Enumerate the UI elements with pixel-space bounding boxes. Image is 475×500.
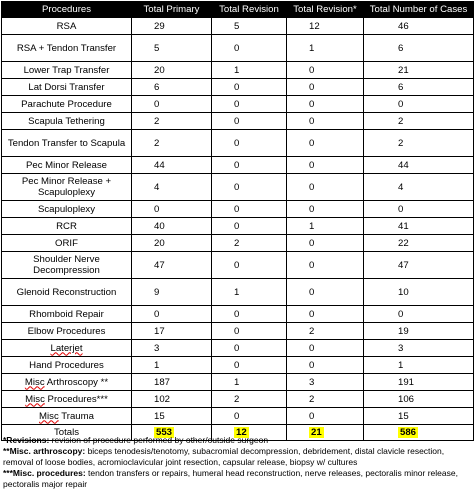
table-row <box>2 279 474 306</box>
total-cases-cell: 6 <box>364 79 474 96</box>
total-revision-star-cell: 0 <box>287 357 364 374</box>
footnote-revisions: *Revisions: revision of procedure performed by other/outside surgeon <box>3 435 269 445</box>
procedure-name: Elbow Procedures <box>2 323 132 340</box>
table-row <box>2 113 474 130</box>
procedure-name: Lat Dorsi Transfer <box>2 79 132 96</box>
total-revision-star-cell: 0 <box>287 408 364 425</box>
total-revision-cell: 0 <box>212 408 287 425</box>
total-revision-star-cell: 0 <box>287 79 364 96</box>
footnotes <box>3 435 471 490</box>
table-row <box>2 130 474 157</box>
total-cases-cell: 3 <box>364 340 474 357</box>
total-cases-cell: 191 <box>364 374 474 391</box>
total-revision-star-cell: 0 <box>287 279 364 306</box>
total-primary-cell: 6 <box>132 79 212 96</box>
total-revision-star-cell: 0 <box>287 252 364 279</box>
procedures-table <box>1 1 474 441</box>
total-cases-cell: 2 <box>364 113 474 130</box>
procedure-name: RSA <box>2 18 132 35</box>
total-revision-cell: 0 <box>212 340 287 357</box>
procedure-name: Parachute Procedure <box>2 96 132 113</box>
total-primary-cell: 20 <box>132 62 212 79</box>
total-cases-cell: 4 <box>364 174 474 201</box>
total-cases-cell: 0 <box>364 96 474 113</box>
table-row <box>2 306 474 323</box>
table-row <box>2 408 474 425</box>
procedure-name: Tendon Transfer to Scapula <box>2 130 132 157</box>
procedure-name: Hand Procedures <box>2 357 132 374</box>
total-primary-cell: 5 <box>132 35 212 62</box>
total-revision-star-cell: 0 <box>287 340 364 357</box>
total-cases-cell: 15 <box>364 408 474 425</box>
total-primary-cell: 2 <box>132 130 212 157</box>
total-primary-cell: 0 <box>132 306 212 323</box>
header-procedures: Procedures <box>2 2 132 18</box>
table-row <box>2 340 474 357</box>
procedure-name: Pec Minor Release <box>2 157 132 174</box>
total-primary-cell: 9 <box>132 279 212 306</box>
table-row <box>2 201 474 218</box>
total-revision-star-cell: 0 <box>287 201 364 218</box>
header-total-revision: Total Revision <box>212 2 287 18</box>
total-revision-cell: 0 <box>212 113 287 130</box>
totals-revision-star: 21 <box>311 427 322 438</box>
procedure-name: ORIF <box>2 235 132 252</box>
table-row <box>2 157 474 174</box>
total-cases-cell: 0 <box>364 306 474 323</box>
footnote-misc-arthroscopy: **Misc. arthroscopy: biceps tenodesis/tenotomy, subacromial decompression, debridement, distal clavicle resection, removal of loose bodies, acromioclavicular joint resection, capsular release, biopsy w/ cultures <box>3 446 445 467</box>
total-primary-cell: 29 <box>132 18 212 35</box>
footnote-misc-procedures: ***Misc. procedures: tendon transfers or repairs, humeral head reconstruction, nerve releases, pectoralis minor release, pectoralis major repair <box>3 468 458 489</box>
total-cases-cell: 1 <box>364 357 474 374</box>
procedure-name: Laterjet <box>2 340 132 357</box>
total-primary-cell: 0 <box>132 96 212 113</box>
totals-total: 586 <box>400 427 417 438</box>
total-primary-cell: 20 <box>132 235 212 252</box>
total-revision-star-cell: 0 <box>287 96 364 113</box>
total-revision-cell: 0 <box>212 218 287 235</box>
total-revision-cell: 0 <box>212 174 287 201</box>
totals-primary: 553 <box>156 427 173 438</box>
table-header-row <box>2 2 474 18</box>
header-total-primary: Total Primary <box>132 2 212 18</box>
total-revision-star-cell: 0 <box>287 235 364 252</box>
table-row <box>2 218 474 235</box>
total-cases-cell: 19 <box>364 323 474 340</box>
total-revision-cell: 0 <box>212 35 287 62</box>
total-revision-cell: 0 <box>212 96 287 113</box>
total-primary-cell: 0 <box>132 201 212 218</box>
total-cases-cell: 106 <box>364 391 474 408</box>
total-cases-cell: 2 <box>364 130 474 157</box>
procedure-name: Rhomboid Repair <box>2 306 132 323</box>
total-revision-cell: 0 <box>212 157 287 174</box>
total-primary-cell: 47 <box>132 252 212 279</box>
total-revision-cell: 2 <box>212 391 287 408</box>
total-revision-cell: 1 <box>212 279 287 306</box>
table-row <box>2 35 474 62</box>
total-revision-star-cell: 0 <box>287 130 364 157</box>
total-revision-star-cell: 0 <box>287 174 364 201</box>
procedure-name: Misc Arthroscopy ** <box>2 374 132 391</box>
procedure-name: RSA + Tendon Transfer <box>2 35 132 62</box>
totals-revision: 12 <box>236 427 247 438</box>
table-row <box>2 62 474 79</box>
procedure-name: Scapuloplexy <box>2 201 132 218</box>
total-revision-star-cell: 0 <box>287 113 364 130</box>
table-row <box>2 391 474 408</box>
total-revision-star-cell: 1 <box>287 218 364 235</box>
procedure-name: Misc Trauma <box>2 408 132 425</box>
header-total-revision-star: Total Revision* <box>287 2 364 18</box>
table-row <box>2 357 474 374</box>
total-revision-cell: 0 <box>212 79 287 96</box>
total-revision-star-cell: 2 <box>287 323 364 340</box>
table-row <box>2 18 474 35</box>
total-primary-cell: 2 <box>132 113 212 130</box>
total-revision-star-cell: 0 <box>287 157 364 174</box>
total-primary-cell: 102 <box>132 391 212 408</box>
total-primary-cell: 17 <box>132 323 212 340</box>
total-revision-star-cell: 3 <box>287 374 364 391</box>
total-cases-cell: 21 <box>364 62 474 79</box>
table-row <box>2 323 474 340</box>
total-revision-cell: 1 <box>212 62 287 79</box>
table-row <box>2 235 474 252</box>
total-revision-cell: 1 <box>212 374 287 391</box>
totals-label: Totals <box>2 425 132 441</box>
total-cases-cell: 41 <box>364 218 474 235</box>
procedure-name: RCR <box>2 218 132 235</box>
total-revision-star-cell: 0 <box>287 62 364 79</box>
total-primary-cell: 1 <box>132 357 212 374</box>
total-primary-cell: 40 <box>132 218 212 235</box>
total-primary-cell: 15 <box>132 408 212 425</box>
total-revision-cell: 2 <box>212 235 287 252</box>
total-cases-cell: 6 <box>364 35 474 62</box>
total-revision-cell: 5 <box>212 18 287 35</box>
table-row <box>2 174 474 201</box>
table-row <box>2 374 474 391</box>
total-cases-cell: 10 <box>364 279 474 306</box>
total-primary-cell: 187 <box>132 374 212 391</box>
total-revision-cell: 0 <box>212 252 287 279</box>
total-revision-star-cell: 2 <box>287 391 364 408</box>
total-revision-cell: 0 <box>212 357 287 374</box>
total-cases-cell: 22 <box>364 235 474 252</box>
total-cases-cell: 46 <box>364 18 474 35</box>
total-cases-cell: 44 <box>364 157 474 174</box>
total-cases-cell: 0 <box>364 201 474 218</box>
table-row <box>2 96 474 113</box>
total-revision-star-cell: 1 <box>287 35 364 62</box>
total-revision-cell: 0 <box>212 130 287 157</box>
procedure-name: Shoulder Nerve Decompression <box>2 252 132 279</box>
procedure-name: Lower Trap Transfer <box>2 62 132 79</box>
procedure-name: Scapula Tethering <box>2 113 132 130</box>
procedure-name: Glenoid Reconstruction <box>2 279 132 306</box>
total-revision-star-cell: 0 <box>287 306 364 323</box>
total-primary-cell: 4 <box>132 174 212 201</box>
total-revision-cell: 0 <box>212 201 287 218</box>
total-cases-cell: 47 <box>364 252 474 279</box>
total-revision-cell: 0 <box>212 306 287 323</box>
total-primary-cell: 44 <box>132 157 212 174</box>
header-total-cases: Total Number of Cases <box>364 2 474 18</box>
total-revision-star-cell: 12 <box>287 18 364 35</box>
table-row <box>2 252 474 279</box>
procedure-name: Pec Minor Release + Scapuloplexy <box>2 174 132 201</box>
procedure-name: Misc Procedures*** <box>2 391 132 408</box>
table-row <box>2 79 474 96</box>
total-revision-cell: 0 <box>212 323 287 340</box>
total-primary-cell: 3 <box>132 340 212 357</box>
